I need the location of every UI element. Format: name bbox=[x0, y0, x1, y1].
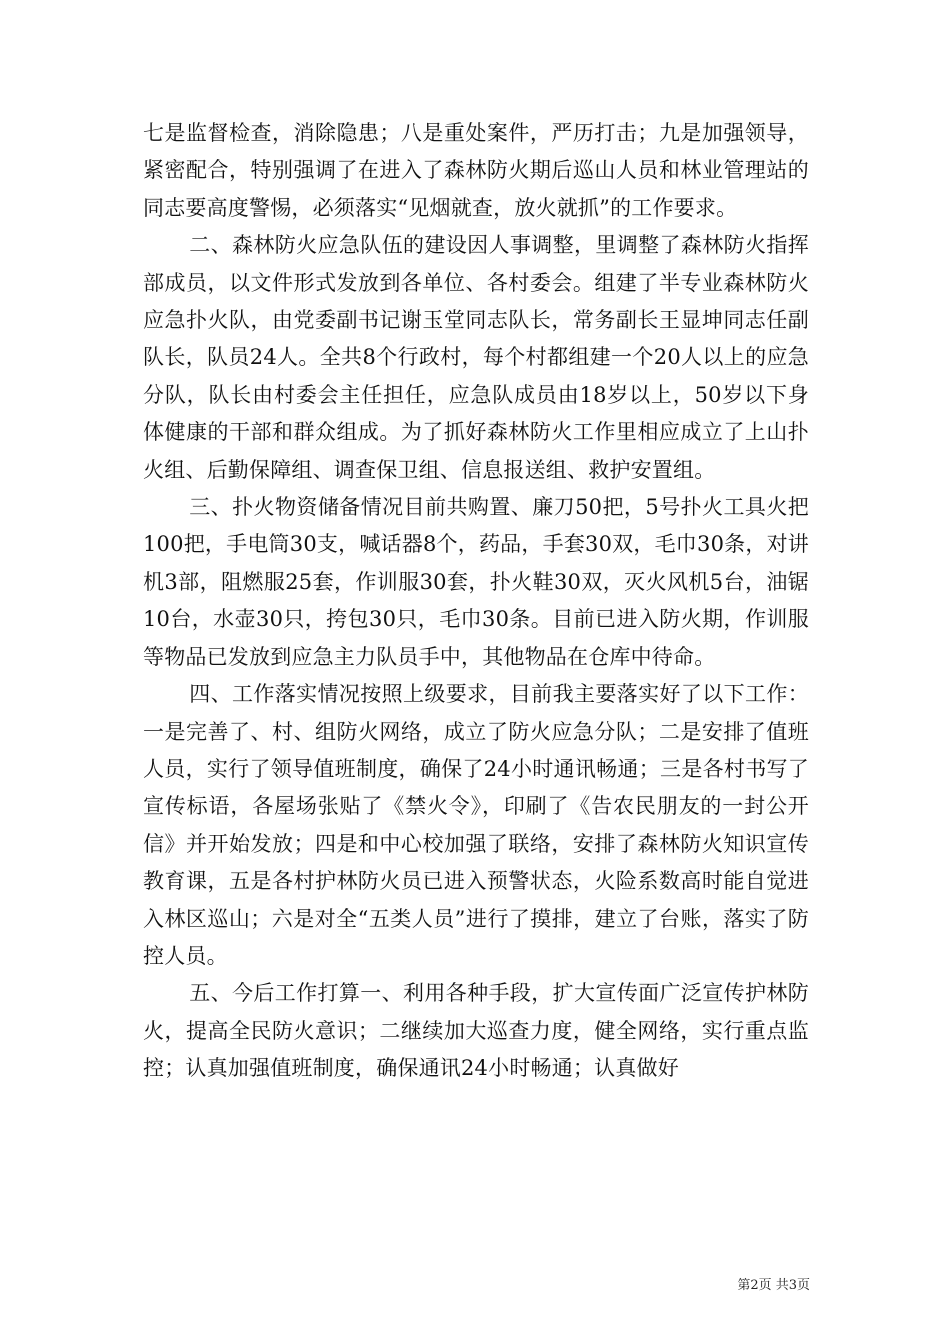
paragraph-section-5: 五、今后工作打算一、利用各种手段，扩大宣传面广泛宣传护林防火，提高全民防火意识；二继续加大巡查力度，健全网络，实行重点监控；认真加强值班制度，确保通讯24小时畅通；认真做好 bbox=[143, 981, 809, 1081]
document-body bbox=[143, 115, 809, 1088]
paragraph-section-4: 四、工作落实情况按照上级要求，目前我主要落实好了以下工作：一是完善了、村、组防火网络，成立了防火应急分队；二是安排了值班人员，实行了领导值班制度，确保了24小时通讯畅通；三是各村书写了宣传标语，各屋场张贴了《禁火令》，印刷了《告农民朋友的一封公开信》并开始发放；四是和中心校加强了联络，安排了森林防火知识宣传教育课，五是各村护林防火员已进入预警状态，火险系数高时能自觉进入林区巡山；六是对全“五类人员”进行了摸排，建立了台账，落实了防控人员。 bbox=[143, 682, 809, 968]
paragraph-section-3: 三、扑火物资储备情况目前共购置、廉刀50把，5号扑火工具火把100把，手电筒30支，喊话器8个，药品，手套30双，毛巾30条，对讲机3部，阻燃服25套，作训服30套，扑火鞋30双，灭火风机5台，油锯10台，水壶30只，挎包30只，毛巾30条。目前已进入防火期，作训服等物品已发放到应急主力队员手中，其他物品在仓库中待命。 bbox=[143, 495, 809, 669]
paragraph-continued: 七是监督检查，消除隐患；八是重处案件，严历打击；九是加强领导，紧密配合，特别强调了在进入了森林防火期后巡山人员和林业管理站的同志要高度警惕，必须落实“见烟就查，放火就抓”的工作要求。 bbox=[143, 121, 809, 220]
page-number-footer: 第2页 共3页 bbox=[737, 1278, 810, 1293]
paragraph-section-2: 二、森林防火应急队伍的建设因人事调整，里调整了森林防火指挥部成员，以文件形式发放到各单位、各村委会。组建了半专业森林防火应急扑火队，由党委副书记谢玉堂同志队长，常务副长王显坤同志任副队长，队员24人。全共8个行政村，每个村都组建一个20人以上的应急分队，队长由村委会主任担任，应急队成员由18岁以上，50岁以下身体健康的干部和群众组成。为了抓好森林防火工作里相应成立了上山扑火组、后勤保障组、调查保卫组、信息报送组、救护安置组。 bbox=[143, 233, 809, 482]
